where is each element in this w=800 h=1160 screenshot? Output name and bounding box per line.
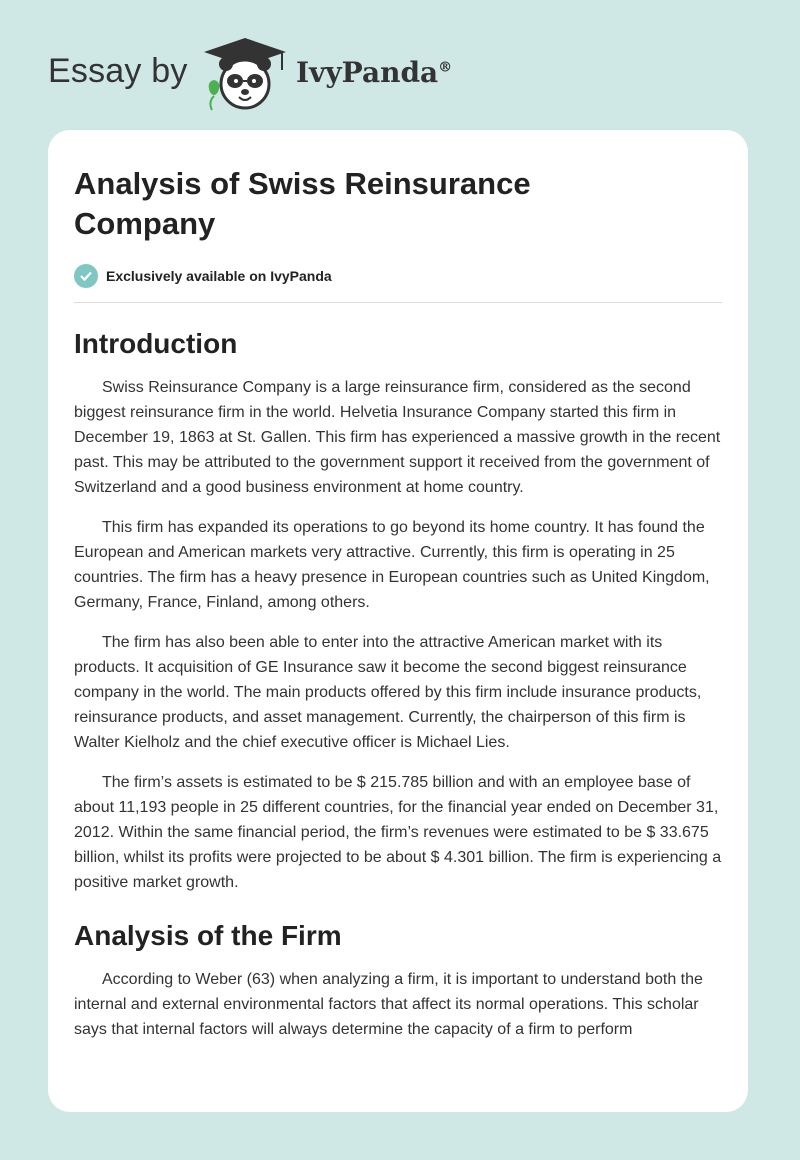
exclusive-badge-text: Exclusively available on IvyPanda: [106, 268, 332, 284]
essay-by-label: Essay by: [48, 52, 188, 90]
section-heading-introduction: Introduction: [74, 328, 238, 359]
checkmark-icon: [74, 264, 98, 288]
trademark-symbol: ®: [438, 59, 453, 76]
paragraph: The firm’s assets is estimated to be $ 215.785 billion and with an employee base of about 11,193 people in 25 different countries, for the financial year ended on December 31, 2012. Within the same financial period, the firm’s revenues were estimated to be $ 33.675 billion, whilst its profits were projected to be about $ 4.301 billion. The firm is experiencing a positive market growth.: [74, 774, 722, 891]
brand-name[interactable]: IvyPanda®: [296, 56, 453, 89]
panda-logo-icon[interactable]: [202, 36, 288, 112]
section-heading-analysis: Analysis of the Firm: [74, 920, 342, 951]
paragraph: Swiss Reinsurance Company is a large reinsurance firm, considered as the second biggest reinsurance firm in the world. Helvetia Insurance Company started this firm in December 19, 1863 at St. Gallen. This firm has experienced a massive growth in the recent past. This may be attributed to the government support it received from the government of Switzerland and a good business environment at home country.: [74, 379, 721, 496]
paragraph: This firm has expanded its operations to go beyond its home country. It has found the European and American markets very attractive. Currently, this firm is operating in 25 countries. The firm has a heavy presence in European countries such as United Kingdom, Germany, France, Finland, among others.: [74, 519, 710, 611]
essay-card: [48, 130, 748, 1112]
page-title: Analysis of Swiss Reinsurance Company: [74, 166, 531, 241]
paragraph: According to Weber (63) when analyzing a firm, it is important to understand both the internal and external environmental factors that affect its normal operations. This scholar says that internal factors will always determine the capacity of a firm to perform: [74, 971, 703, 1038]
site-header: [48, 36, 748, 116]
exclusive-badge: [74, 262, 722, 290]
paragraph: The firm has also been able to enter into the attractive American market with its products. It acquisition of GE Insurance saw it become the second biggest reinsurance company in the world. The main products offered by this firm include insurance products, reinsurance products, and asset management. Currently, the chairperson of this firm is Walter Kielholz and the chief executive officer is Michael Lies.: [74, 634, 702, 751]
divider: [74, 302, 722, 303]
